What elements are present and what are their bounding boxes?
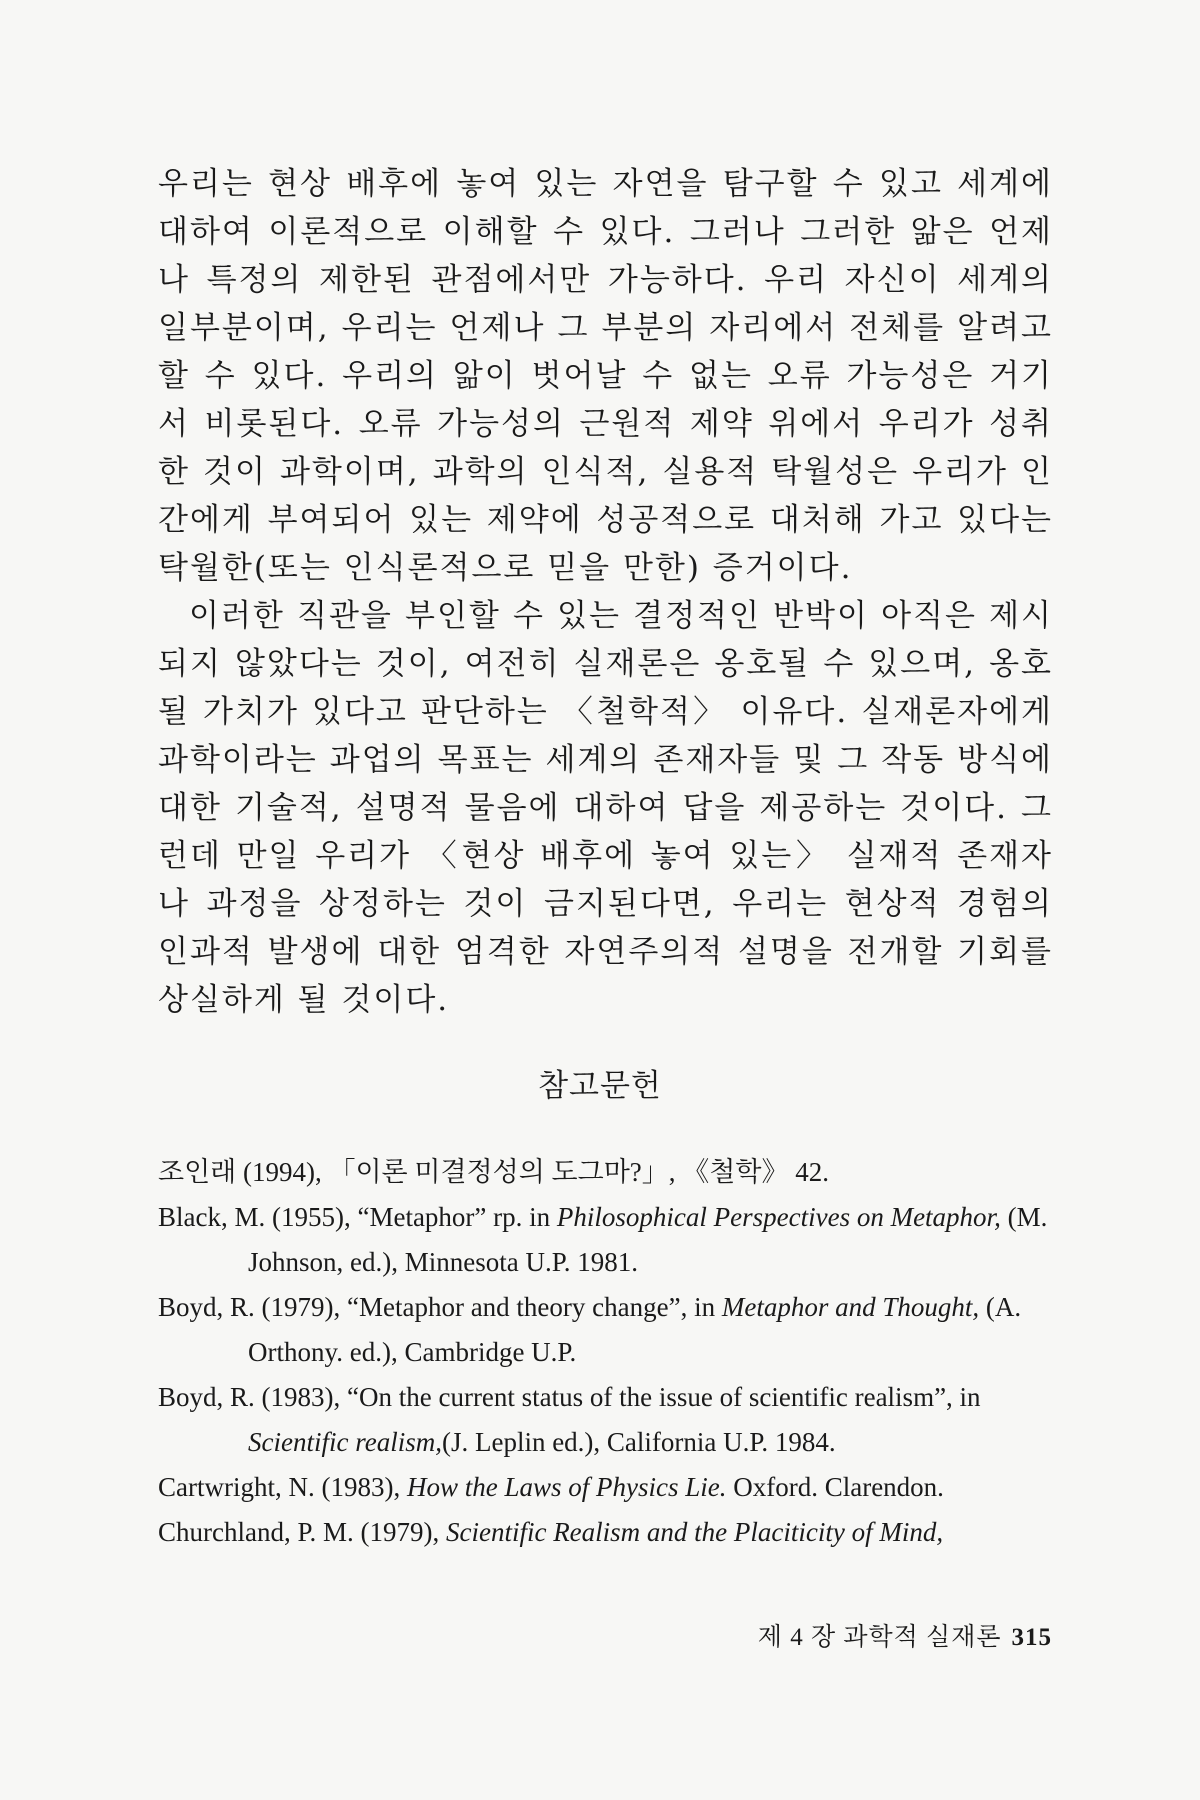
body-text xyxy=(158,160,1053,1024)
running-header-chapter: 제 4 장 과학적 실재론 xyxy=(757,1624,1002,1651)
page-footer xyxy=(758,1617,1052,1653)
reference-item: Cartwright, N. (1983), How the Laws of Physics Lie. Oxford. Clarendon. xyxy=(158,1472,944,1502)
paragraph-2: 이러한 직관을 부인할 수 있는 결정적인 반박이 아직은 제시되지 않았다는 것이, 여전히 실재론은 옹호될 수 있으며, 옹호될 가치가 있다고 판단하는 〈철학적〉 이유다. 실재론자에게 과학이라는 과업의 목표는 세계의 존재자들 및 그 작동 방식에 대한 기술적, 설명적 물음에 대하여 답을 제공하는 것이다. 그런데 만일 우리가 〈현상 배후에 놓여 있는〉 실재적 존재자나 과정을 상정하는 것이 금지된다면, 우리는 현상적 경험의 인과적 발생에 대한 엄격한 자연주의적 설명을 전개할 기회를 상실하게 될 것이다. xyxy=(158,598,1053,1018)
paragraph-1: 우리는 현상 배후에 놓여 있는 자연을 탐구할 수 있고 세계에 대하여 이론적으로 이해할 수 있다. 그러나 그러한 앎은 언제나 특정의 제한된 관점에서만 가능하다. 우리 자신이 세계의 일부분이며, 우리는 언제나 그 부분의 자리에서 전체를 알려고 할 수 있다. 우리의 앎이 벗어날 수 없는 오류 가능성은 거기서 비롯된다. 오류 가능성의 근원적 제약 위에서 우리가 성취한 것이 과학이며, 과학의 인식적, 실용적 탁월성은 우리가 인간에게 부여되어 있는 제약에 성공적으로 대처해 가고 있다는 탁월한(또는 인식론적으로 믿을 만한) 증거이다. xyxy=(158,166,1053,586)
reference-item: 조인래 (1994), 「이론 미결정성의 도그마?」, 《철학》 42. xyxy=(158,1157,829,1187)
reference-item: Black, M. (1955), “Metaphor” rp. in Philosophical Perspectives on Metaphor, (M. Johnson, ed.), Minnesota U.P. 1981. xyxy=(158,1202,1048,1277)
references-list xyxy=(158,1150,1053,1555)
reference-item: Boyd, R. (1979), “Metaphor and theory change”, in Metaphor and Thought, (A. Orthony. ed.), Cambridge U.P. xyxy=(158,1292,1022,1367)
references-heading: 참고문헌 xyxy=(538,1068,662,1104)
reference-item: Boyd, R. (1983), “On the current status of the issue of scientific realism”, in Scientific realism,(J. Leplin ed.), California U.P. 1984. xyxy=(158,1382,981,1457)
reference-item: Churchland, P. M. (1979), Scientific Realism and the Placiticity of Mind, xyxy=(158,1517,944,1547)
page-number: 315 xyxy=(1011,1624,1052,1651)
